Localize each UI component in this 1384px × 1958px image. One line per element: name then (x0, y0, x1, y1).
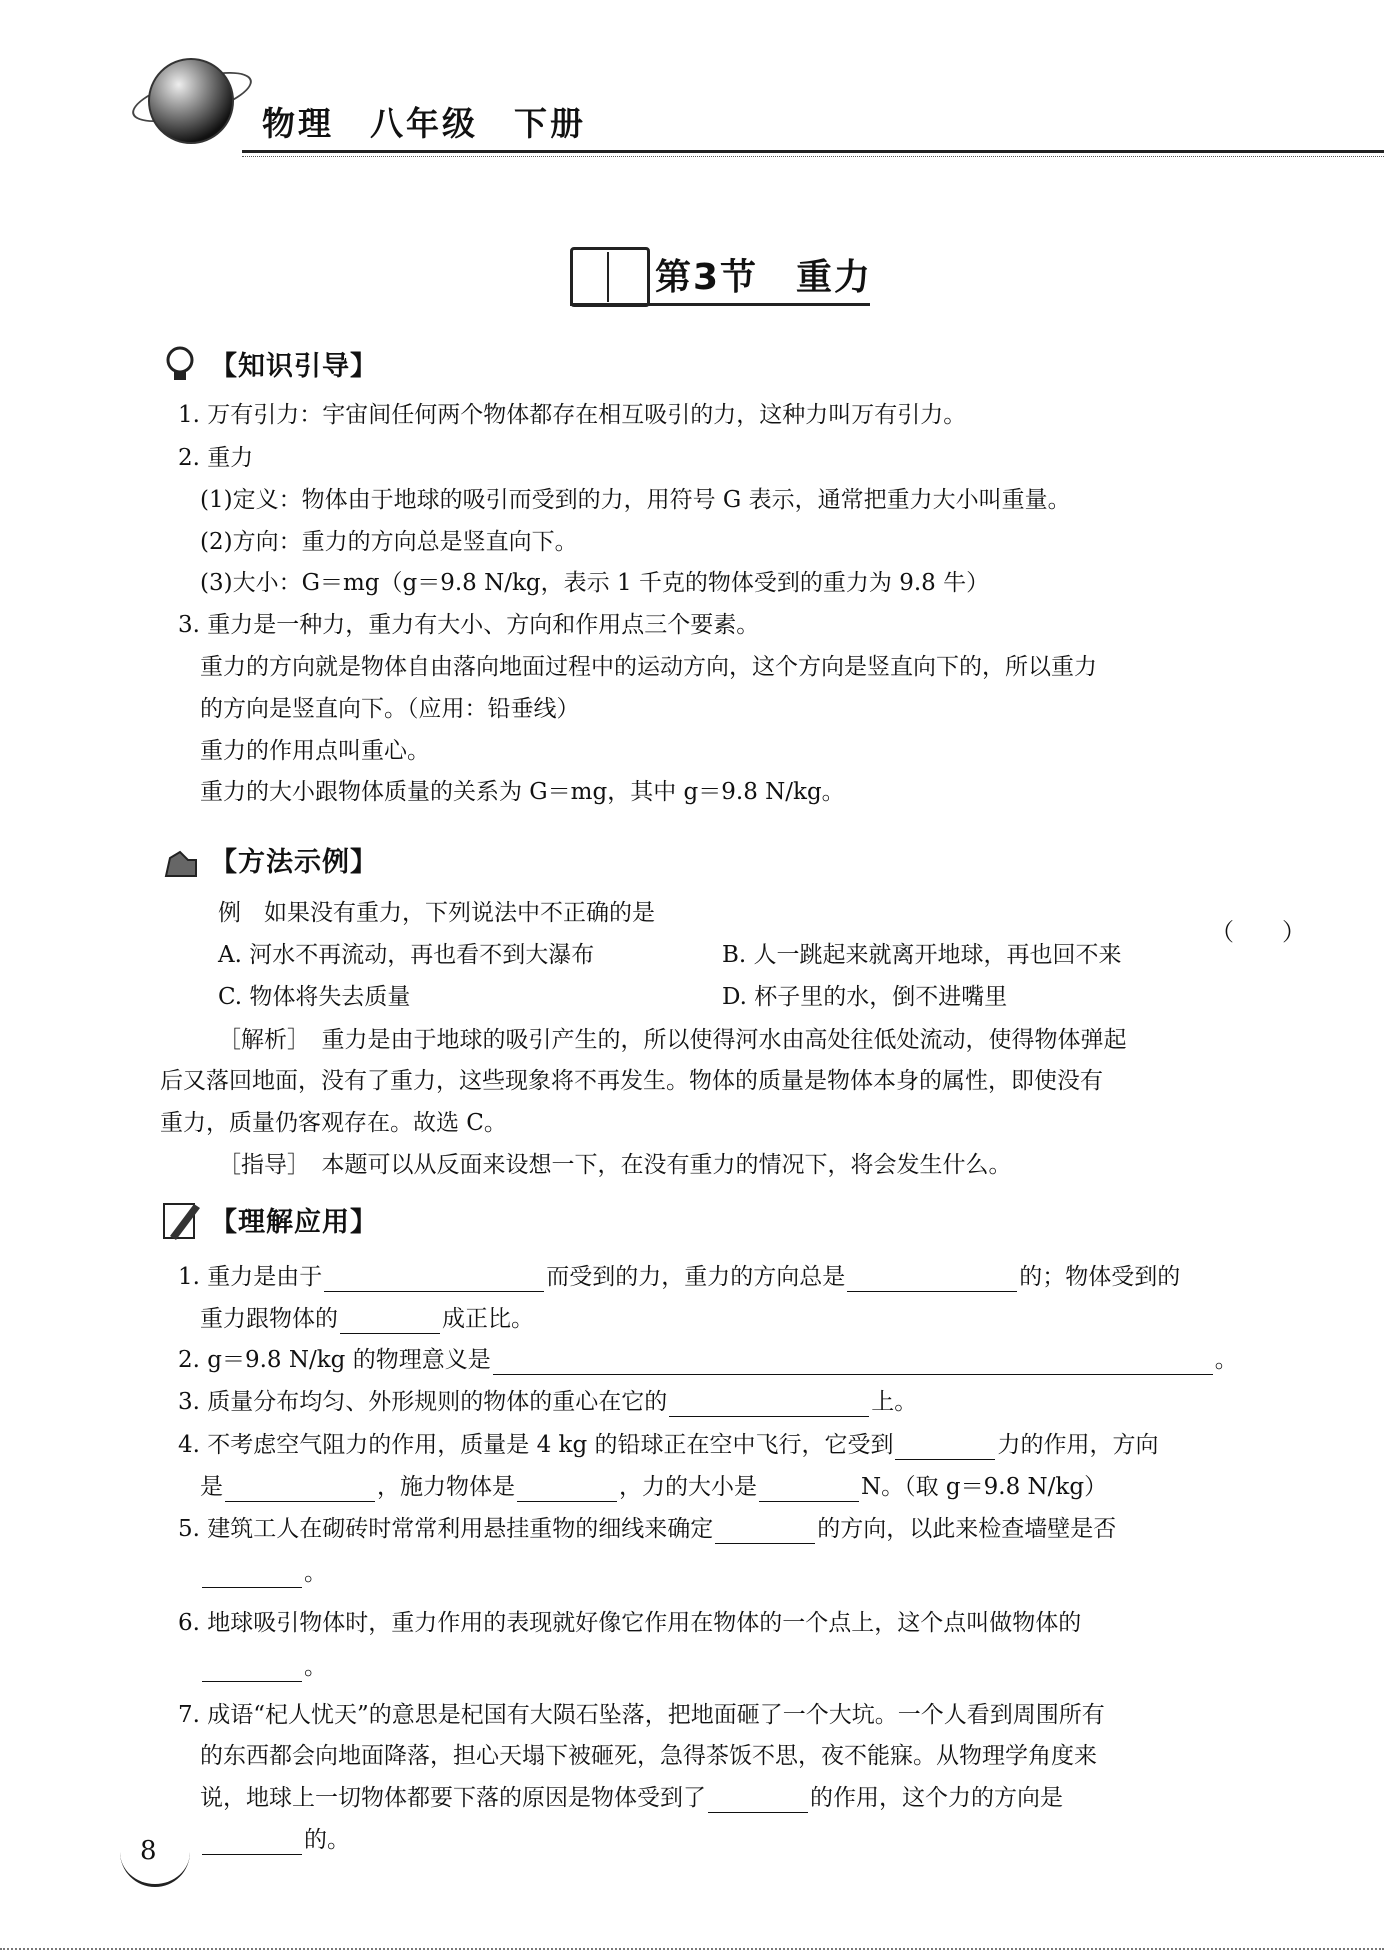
section-underline (570, 303, 870, 306)
analysis-line-1: ［解析］ 重力是由于地球的吸引产生的，所以使得河水由高处往低处流动，使得物体弹起 (218, 1027, 1127, 1053)
page-number: 8 (140, 1836, 157, 1866)
book-title: 物理 八年级 下册 (262, 104, 586, 143)
answer-parentheses: （ ） (1210, 918, 1306, 946)
q5-text-c: 。 (304, 1560, 327, 1586)
q2-text-b: 。 (1214, 1347, 1238, 1373)
globe-icon (148, 58, 234, 144)
q6-blank[interactable] (202, 1655, 302, 1682)
question-7-line-3 (200, 1783, 1063, 1813)
knowledge-line-9: 重力的作用点叫重心。 (200, 738, 430, 764)
knowledge-line-2: 2. 重力 (178, 445, 254, 471)
q1-text-e: 成正比。 (442, 1306, 534, 1332)
knowledge-line-5: (3)大小：G＝mg（g＝9.8 N/kg，表示 1 千克的物体受到的重力为 9.8 牛） (200, 570, 990, 596)
option-b: B. 人一跳起来就离开地球，再也回不来 (722, 942, 1122, 968)
q5-text-b: 的方向，以此来检查墙壁是否 (817, 1516, 1117, 1542)
option-d: D. 杯子里的水，倒不进嘴里 (722, 984, 1008, 1010)
q4-text-d: ，施力物体是 (377, 1474, 515, 1500)
question-6-line-1: 6. 地球吸引物体时，重力作用的表现就好像它作用在物体的一个点上，这个点叫做物体的 (178, 1610, 1082, 1636)
tag-knowledge-label: 【知识引导】 (210, 351, 378, 382)
q5-blank-2[interactable] (202, 1561, 302, 1588)
q4-text-f: N。（取 g＝9.8 N/kg） (861, 1474, 1108, 1500)
knowledge-line-7: 重力的方向就是物体自由落向地面过程中的运动方向，这个方向是竖直向下的，所以重力 (200, 654, 1097, 680)
header-dotted-rule (242, 156, 1384, 157)
option-a: A. 河水不再流动，再也看不到大瀑布 (218, 942, 595, 968)
q5-blank-1[interactable] (715, 1517, 815, 1544)
q4-text-c: 是 (200, 1474, 223, 1500)
option-c: C. 物体将失去质量 (218, 984, 411, 1010)
section-title: 第3节 重力 (655, 257, 873, 298)
q1-blank-1[interactable] (324, 1265, 544, 1292)
header-rule (242, 150, 1384, 153)
q4-blank-3[interactable] (517, 1475, 617, 1502)
q3-text-a: 3. 质量分布均匀、外形规则的物体的重心在它的 (178, 1389, 668, 1415)
knowledge-line-1: 1. 万有引力：宇宙间任何两个物体都存在相互吸引的力，这种力叫万有引力。 (178, 402, 967, 428)
q4-text-b: 力的作用，方向 (997, 1432, 1159, 1458)
question-7-line-4 (200, 1825, 350, 1855)
q7-blank-1[interactable] (708, 1786, 808, 1813)
analysis-line-2: 后又落回地面，没有了重力，这些现象将不再发生。物体的质量是物体本身的属性，即使没有 (160, 1068, 1103, 1094)
q3-blank[interactable] (669, 1390, 869, 1417)
page-header (130, 40, 1320, 160)
question-3 (178, 1387, 917, 1417)
q7-text-c: 说，地球上一切物体都要下落的原因是物体受到了 (200, 1785, 706, 1811)
q7-blank-2[interactable] (202, 1828, 302, 1855)
q1-blank-3[interactable] (340, 1307, 440, 1334)
guide-line: ［指导］ 本题可以从反面来设想一下，在没有重力的情况下，将会发生什么。 (218, 1152, 1012, 1178)
section-heading (560, 243, 880, 303)
question-6-line-2 (200, 1652, 327, 1682)
q2-text-a: 2. g＝9.8 N/kg 的物理意义是 (178, 1347, 491, 1373)
question-7-line-2: 的东西都会向地面降落，担心天塌下被砸死，急得茶饭不思，夜不能寐。从物理学角度来 (200, 1743, 1097, 1769)
tag-apply-label: 【理解应用】 (210, 1207, 378, 1238)
question-1-line-2 (200, 1304, 534, 1334)
question-5-line-2 (200, 1558, 327, 1588)
q4-blank-4[interactable] (759, 1475, 859, 1502)
pencil-icon (160, 1198, 204, 1242)
knowledge-line-6: 3. 重力是一种力，重力有大小、方向和作用点三个要素。 (178, 612, 760, 638)
knowledge-line-8: 的方向是竖直向下。（应用：铅垂线） (200, 696, 580, 722)
tag-method-label: 【方法示例】 (210, 847, 378, 878)
q3-text-b: 上。 (871, 1389, 918, 1415)
footer-dotted-line (0, 1948, 1384, 1950)
q4-blank-1[interactable] (895, 1433, 995, 1460)
q1-text-a: 1. 重力是由于 (178, 1264, 323, 1290)
hand-pointer-icon (160, 838, 204, 882)
question-4-line-1 (178, 1430, 1158, 1460)
q4-text-a: 4. 不考虑空气阻力的作用，质量是 4 kg 的铅球正在空中飞行，它受到 (178, 1432, 894, 1458)
q1-text-c: 的；物体受到的 (1019, 1264, 1181, 1290)
q7-text-e: 的。 (304, 1827, 350, 1853)
q4-text-e: ，力的大小是 (619, 1474, 757, 1500)
knowledge-line-3: (1)定义：物体由于地球的吸引而受到的力，用符号 G 表示，通常把重力大小叫重量。 (200, 487, 1071, 513)
open-book-icon (570, 247, 650, 307)
lightbulb-icon (160, 342, 204, 386)
question-2 (178, 1345, 1238, 1375)
q5-text-a: 5. 建筑工人在砌砖时常常利用悬挂重物的细线来确定 (178, 1516, 714, 1542)
question-7-line-1: 7. 成语“杞人忧天”的意思是杞国有大陨石坠落，把地面砸了一个大坑。一个人看到周围所有 (178, 1702, 1105, 1728)
example-question: 例 如果没有重力，下列说法中不正确的是 (218, 900, 655, 926)
q1-text-d: 重力跟物体的 (200, 1306, 338, 1332)
q4-blank-2[interactable] (225, 1475, 375, 1502)
knowledge-line-10: 重力的大小跟物体质量的关系为 G＝mg，其中 g＝9.8 N/kg。 (200, 779, 845, 805)
analysis-line-3: 重力，质量仍客观存在。故选 C。 (160, 1110, 507, 1136)
question-5-line-1 (178, 1514, 1116, 1544)
q6-text-b: 。 (304, 1654, 327, 1680)
question-4-line-2 (200, 1472, 1107, 1502)
q7-text-d: 的作用，这个力的方向是 (810, 1785, 1063, 1811)
question-1-line-1 (178, 1262, 1180, 1292)
knowledge-line-4: (2)方向：重力的方向总是竖直向下。 (200, 529, 578, 555)
q2-blank[interactable] (493, 1348, 1213, 1375)
q1-text-b: 而受到的力，重力的方向总是 (546, 1264, 846, 1290)
q1-blank-2[interactable] (847, 1265, 1017, 1292)
